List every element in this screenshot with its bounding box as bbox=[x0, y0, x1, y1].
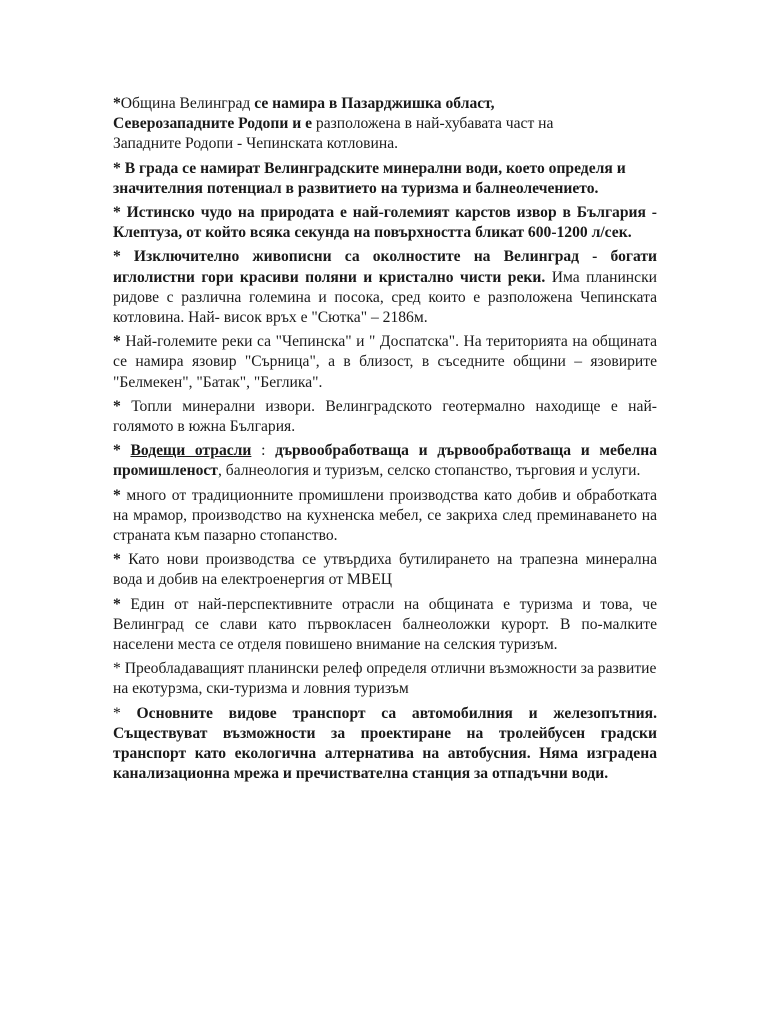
paragraph-text-segment: , балнеология и туризъм, селско стопанство, търговия и услуги. bbox=[217, 462, 641, 480]
paragraph-text-segment: * bbox=[113, 442, 131, 460]
paragraph-text-segment: * bbox=[113, 486, 127, 504]
paragraph-text-segment: Топли минерални извори. Велинградското геотермално находище е най-голямото в южна България. bbox=[113, 397, 657, 436]
paragraph-text-segment: * Преобладаващият планински релеф определя отлични възможности за развитие на екотурзма, ски-туризма и ловния туризъм bbox=[113, 660, 657, 698]
paragraph bbox=[113, 441, 657, 481]
paragraph-text-segment: * bbox=[113, 333, 126, 351]
paragraph-text-segment: Основните видове транспорт са автомобилния и железопътния. Съществуват възможности за проектиране на тролейбусен градски транспорт като екологична алтернатива на автобусния. Няма изградена канализационна мрежа и пречиствателна станция за отпадъчни води. bbox=[113, 704, 658, 783]
paragraph-text-segment: * bbox=[113, 204, 127, 222]
paragraph-text-segment: Северозападните Родопи и е bbox=[113, 115, 316, 133]
paragraph-text-segment: * bbox=[113, 704, 137, 722]
paragraph bbox=[113, 159, 657, 199]
paragraph-text-segment: * bbox=[113, 397, 132, 415]
paragraph-text-segment: разположена в най-хубавата част на bbox=[315, 115, 554, 133]
paragraph-text-segment: Община Велинград bbox=[120, 95, 255, 112]
paragraph-text-segment: * bbox=[113, 95, 121, 112]
paragraph bbox=[113, 704, 657, 785]
document-body bbox=[113, 94, 657, 789]
paragraph-text-segment: . bbox=[423, 309, 428, 327]
paragraph-text-segment: * bbox=[113, 595, 131, 613]
paragraph-text-segment: : bbox=[251, 442, 276, 460]
paragraph bbox=[113, 94, 657, 155]
paragraph-text-segment: Истинско чудо на природата е най-големият карстов извор в България - Клептуза, от който всяка секунда на повърхността бликат 600-1200 л/сек. bbox=[113, 204, 657, 242]
paragraph bbox=[113, 203, 657, 243]
paragraph-text-segment: много от традиционните промишлени производства като добив и обработката на мрамор, производство на кухненска мебел, се закриха след преминаването на страната към пазарно стопанство. bbox=[113, 486, 657, 545]
paragraph-text-segment: дървообработваща и дървообработваща и мебелна промишленост bbox=[113, 442, 657, 480]
paragraph bbox=[113, 595, 657, 656]
paragraph-text-segment: * bbox=[113, 551, 129, 569]
paragraph-text-segment: се намира в Пазарджишка област, bbox=[254, 95, 495, 112]
paragraph-text-segment: * bbox=[113, 159, 125, 177]
paragraph-text-segment: Най-големите реки са "Чепинска" и " Доспатска". На територията на общината се намира язовир "Сърница", а в близост, в съседните общини – язовирите "Белмекен", "Батак", "Беглика". bbox=[113, 333, 657, 391]
paragraph bbox=[113, 550, 657, 590]
paragraph-text-segment: Един от най-перспективните отрасли на общината е туризма и това, че Велинград се слави като първокласен балнеоложки курорт. В по-малките населени места се отделя повишено внимание на селския туризъм. bbox=[113, 595, 657, 654]
paragraph-text-segment: Западните Родопи - Чепинската котловина. bbox=[113, 135, 399, 153]
paragraph bbox=[113, 332, 657, 393]
paragraph-text-segment: В града се намират Велинградските минерални води, което определя и значителния потенциал в развитието на туризма и балнеолечението. bbox=[113, 159, 626, 197]
paragraph-text-segment: * bbox=[113, 248, 134, 266]
paragraph bbox=[113, 486, 657, 547]
paragraph-text-segment: Като нови производства се утвърдиха бутилирането на трапезна минерална вода и добив на електроенергия от МВЕЦ bbox=[113, 551, 657, 589]
paragraph-text-segment: Изключително живописни са околностите на Велинград - богати иглолистни гори красиви поляни и кристално чисти реки. bbox=[113, 248, 657, 286]
paragraph bbox=[113, 659, 657, 699]
paragraph-text-segment: Водещи отрасли bbox=[130, 442, 252, 460]
paragraph-text-segment: Има планински ридове с различна големина и посока, сред които е разположена Чепинската котловина. Най- висок връх е "Сютка" – 2186м bbox=[113, 268, 657, 327]
paragraph bbox=[113, 397, 657, 437]
paragraph bbox=[113, 247, 657, 328]
